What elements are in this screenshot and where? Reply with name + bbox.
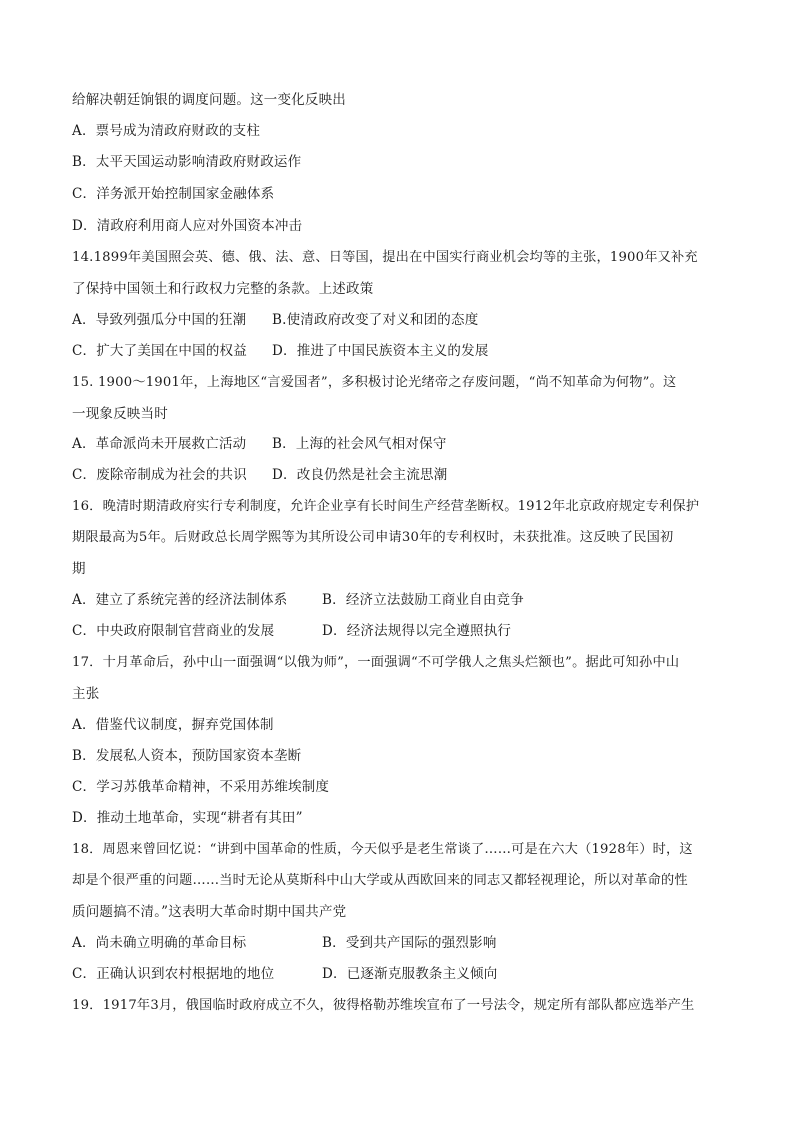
- question-15-stem-cont: 一现象反映当时: [72, 406, 168, 422]
- question-16-stem-cont: 期限最高为5年。后财政总长周学熙等为其所设公司申请30年的专利权时，未获批准。这反映了民国初: [72, 530, 674, 545]
- question-15-options-ab: [72, 434, 732, 454]
- question-18-option-b: B．受到共产国际的强烈影响: [322, 935, 497, 951]
- question-15-option-c: C．废除帝制成为社会的共识: [72, 467, 247, 483]
- question-16-option-c: C．中央政府限制官营商业的发展: [72, 623, 275, 639]
- question-18-stem: 18．周恩来曾回忆说：“讲到中国革命的性质，今天似乎是老生常谈了……可是在六大（1928年）时，这: [72, 842, 693, 857]
- question-16-options-ab: [72, 590, 732, 610]
- question-13-option-b: B．太平天国运动影响清政府财政运作: [72, 154, 302, 170]
- question-16-option-d: D．经济法规得以完全遵照执行: [322, 623, 512, 639]
- question-14-option-d: D．推进了中国民族资本主义的发展: [272, 343, 489, 359]
- question-15-option-d: D．改良仍然是社会主流思潮: [272, 467, 448, 483]
- question-18-option-d: D．已逐渐克服教条主义倾向: [322, 966, 498, 982]
- question-18-stem-end: 质问题搞不清。”这表明大革命时期中国共产党: [72, 904, 347, 920]
- question-14-option-b: B.使清政府改变了对义和团的态度: [272, 312, 479, 328]
- question-15-stem: 15. 1900～1901年，上海地区“言爱国者”，多积极讨论光绪帝之存废问题，“尚不知革命为何物”。这: [72, 375, 677, 390]
- question-15-options-cd: [72, 465, 732, 485]
- question-17-stem-cont: 主张: [72, 686, 100, 702]
- question-17-option-a: A．借鉴代议制度，摒弃党国体制: [72, 717, 274, 733]
- question-14-option-c: C．扩大了美国在中国的权益: [72, 343, 247, 359]
- question-16-options-cd: [72, 621, 732, 641]
- question-13-stem-end: 给解决朝廷饷银的调度问题。这一变化反映出: [72, 92, 346, 108]
- question-14-option-a: A．导致列强瓜分中国的狂潮: [72, 312, 247, 328]
- question-14-options-ab: [72, 310, 732, 330]
- question-18-stem-cont: 却是个很严重的问题……当时无论从莫斯科中山大学或从西欧回来的同志又都轻视理论，所以对革命的性: [72, 873, 688, 888]
- question-13-option-d: D．清政府利用商人应对外国资本冲击: [72, 218, 303, 234]
- question-16-option-a: A．建立了系统完善的经济法制体系: [72, 592, 288, 608]
- question-17-stem: 17．十月革命后，孙中山一面强调“以俄为师”，一面强调“不可学俄人之焦头烂额也”。据此可知孙中山: [72, 655, 680, 670]
- question-18-options-cd: [72, 964, 732, 984]
- question-14-stem-cont: 了保持中国领土和行政权力完整的条款。上述政策: [72, 281, 374, 297]
- question-18-option-a: A．尚未确立明确的革命目标: [72, 935, 247, 951]
- question-17-option-b: B．发展私人资本，预防国家资本垄断: [72, 748, 302, 764]
- question-18-options-ab: [72, 933, 732, 953]
- question-18-option-c: C．正确认识到农村根据地的地位: [72, 966, 275, 982]
- question-16-stem-end: 期: [72, 561, 86, 577]
- question-17-option-d: D．推动土地革命，实现“耕者有其田”: [72, 810, 303, 826]
- question-17-option-c: C．学习苏俄革命精神，不采用苏维埃制度: [72, 779, 330, 795]
- question-13-option-c: C．洋务派开始控制国家金融体系: [72, 186, 275, 202]
- question-15-option-b: B．上海的社会风气相对保守: [272, 436, 447, 452]
- question-14-options-cd: [72, 341, 732, 361]
- question-16-stem: 16．晚清时期清政府实行专利制度，允许企业享有长时间生产经营垄断权。1912年北京政府规定专利保护: [72, 499, 700, 514]
- question-19-stem: 19．1917年3月，俄国临时政府成立不久，彼得格勒苏维埃宣布了一号法令，规定所有部队都应选举产生: [72, 998, 695, 1013]
- question-13-option-a: A．票号成为清政府财政的支柱: [72, 123, 261, 139]
- question-16-option-b: B．经济立法鼓励工商业自由竞争: [322, 592, 524, 608]
- question-14-stem: 14.1899年美国照会英、德、俄、法、意、日等国，提出在中国实行商业机会均等的主张，1900年又补充: [72, 250, 698, 265]
- question-15-option-a: A．革命派尚未开展救亡活动: [72, 436, 247, 452]
